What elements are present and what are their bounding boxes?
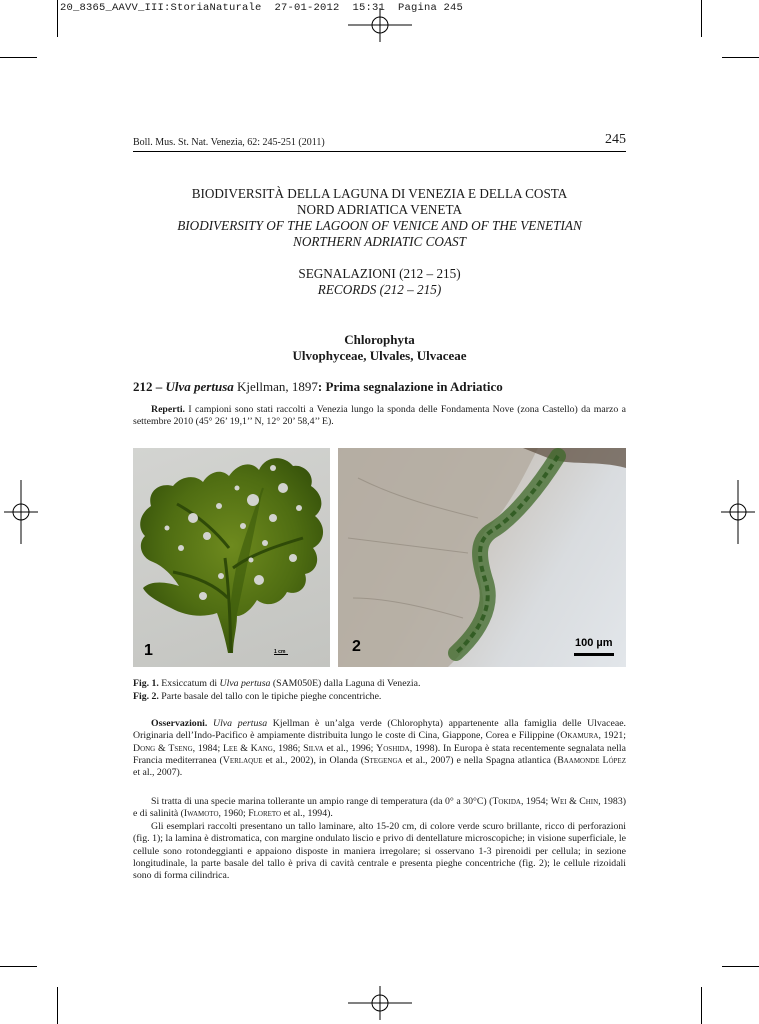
crop-mark bbox=[57, 987, 58, 1024]
page-number: 245 bbox=[605, 132, 626, 147]
figure-captions bbox=[133, 678, 626, 703]
crop-mark bbox=[701, 0, 702, 37]
osservazioni-paragraph-1: Osservazioni. Ulva pertusa Kjellman è un’alga verde (Chlorophyta) appartenente alla famiglia delle Ulvaceae. Originaria dell’Indo-Pacifico è ampiamente distribuita lungo le coste di Cina, Giappone, Corea e Filippine (Okamura, 1921; Dong & Tseng, 1984; Lee & Kang, 1986; Silva et al., 1996; Yoshida, 1998). In Europa è stata recentemente segnalata nella Francia mediterranea (Verlaque et al., 2002), in Olanda (Stegenga et al., 2007) e nella Spagna atlantica (Baamonde López et al., 2007). bbox=[133, 718, 627, 779]
caption-fig-2: Fig. 2. Parte basale del tallo con le tipiche pieghe concentriche. bbox=[133, 690, 382, 702]
micrograph-image bbox=[338, 448, 626, 667]
records-heading bbox=[133, 266, 626, 298]
print-slug: 20_8365_AAVV_III:StoriaNaturale 27-01-2012 15:31 Pagina 245 bbox=[60, 2, 464, 14]
crop-mark bbox=[722, 57, 759, 58]
record-heading bbox=[133, 379, 626, 395]
classification: Ulvophyceae, Ulvales, Ulvaceae bbox=[292, 348, 467, 363]
journal-citation: Boll. Mus. St. Nat. Venezia, 62: 245-251 (2011) bbox=[133, 137, 325, 148]
records-label: RECORDS (212 – 215) bbox=[317, 282, 442, 297]
registration-mark-icon bbox=[4, 480, 38, 544]
title-block bbox=[133, 186, 626, 250]
record-author: Kjellman, 1897 bbox=[233, 379, 318, 394]
reperti-text: I campioni sono stati raccolti a Venezia lungo la sponda delle Fondamenta Nove (zona Castello) da marzo a settembre 2010 (45° 26’ 19,1’’ N, 12° 20’ 58,4’’ E). bbox=[133, 404, 626, 428]
figure-1-image bbox=[133, 448, 330, 667]
figure-1-scale-label: 1 cm bbox=[274, 649, 286, 655]
figure-2-scale-bar bbox=[574, 653, 614, 656]
title-italian-line1: BIODIVERSITÀ DELLA LAGUNA DI VENEZIA E DELLA COSTA bbox=[191, 186, 568, 201]
figure-2-scale-label: 100 µm bbox=[575, 637, 613, 649]
registration-mark-icon bbox=[721, 480, 755, 544]
registration-mark-icon bbox=[348, 986, 412, 1020]
record-note: : Prima segnalazione in Adriatico bbox=[317, 379, 503, 394]
record-species: Ulva pertusa bbox=[165, 379, 234, 394]
title-english-line1: BIODIVERSITY OF THE LAGOON OF VENICE AND OF THE VENETIAN bbox=[177, 218, 582, 233]
crop-mark bbox=[722, 966, 759, 967]
caption-fig-1: Fig. 1. Exsiccatum di Ulva pertusa (SAM050E) dalla Laguna di Venezia. bbox=[133, 678, 421, 689]
record-number: 212 – bbox=[133, 379, 166, 394]
phylum: Chlorophyta bbox=[344, 332, 415, 347]
reperti-label: Reperti. bbox=[151, 404, 186, 415]
ulva-thallus-image bbox=[133, 448, 330, 667]
segnalazioni-label: SEGNALAZIONI (212 – 215) bbox=[298, 266, 461, 281]
figure-2-number: 2 bbox=[352, 638, 361, 655]
figure-1-number: 1 bbox=[144, 642, 153, 659]
title-english-line2: NORTHERN ADRIATIC COAST bbox=[293, 234, 466, 249]
taxonomy-heading bbox=[133, 332, 626, 364]
title-italian-line2: NORD ADRIATICA VENETA bbox=[296, 202, 462, 217]
crop-mark bbox=[0, 966, 37, 967]
reperti-paragraph bbox=[133, 404, 626, 429]
figure-2-image bbox=[338, 448, 626, 667]
osservazioni-paragraph-3: Gli esemplari raccolti presentano un tallo laminare, alto 15-20 cm, di colore verde scuro brillante, ricco di perforazioni (fig. 1); la lamina è distromatica, con margine ondulato liscio e privo di dentellature microscopiche; in visione superficiale, le cellule sono rotondeggianti e appaiono disposte in maniera irregolare; si osservano 1-3 pirenoidi per cellula; in sezione longitudinale, la parte basale del tallo è priva di cavità centrale e presenta pieghe concentriche (fig. 2); le cellule rizoidali sono di forma cilindrica. bbox=[133, 821, 626, 882]
crop-mark bbox=[701, 987, 702, 1024]
osservazioni-paragraph-2: Si tratta di una specie marina tollerante un ampio range di temperatura (da 0° a 30°C) (Tokida, 1954; Wei & Chin, 1983) e di salinità (Iwamoto, 1960; Floreto et al., 1994). bbox=[133, 796, 626, 820]
running-head bbox=[133, 132, 626, 152]
crop-mark bbox=[0, 57, 37, 58]
crop-mark bbox=[57, 0, 58, 37]
